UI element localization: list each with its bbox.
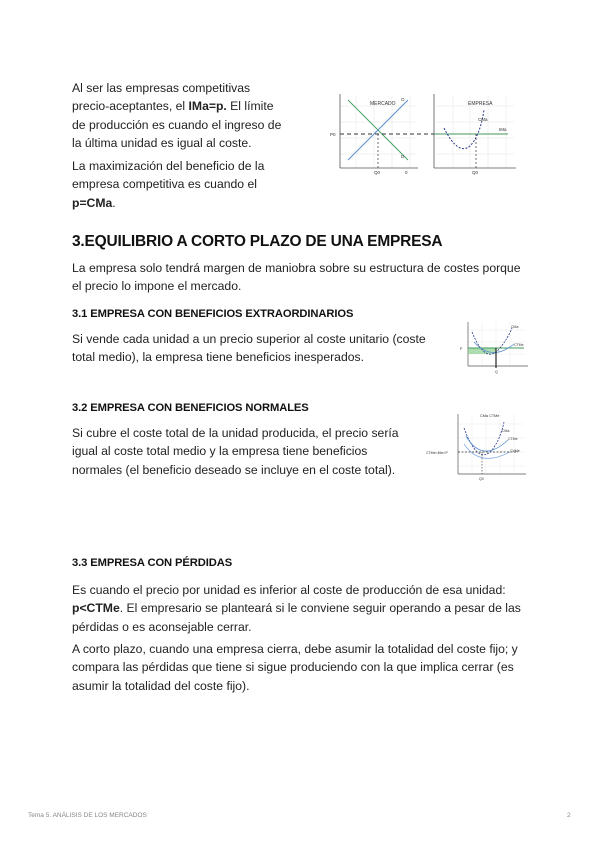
normal-label-cvme: CVMe [510, 449, 520, 453]
normal-ctme-curve [466, 436, 508, 451]
label-p0: P0 [330, 132, 336, 137]
label-o: O [401, 97, 405, 102]
section-31-text: Si vende cada unidad a un precio superior al coste unitario (coste total medio), la empresa tiene beneficios inesperados. [72, 332, 426, 365]
section-32-title: 3.2 EMPRESA CON BENEFICIOS NORMALES [72, 402, 309, 414]
extraordinary-profit-figure [456, 318, 530, 376]
normal-label-cma: CMa [502, 429, 510, 433]
section-3-text: La empresa solo tendrá margen de maniobra sobre su estructura de costes porque el precio lo impone el mercado. [72, 261, 521, 294]
intro-paragraph-1: Al ser las empresas competitivas precio-aceptantes, el IMa=p. El límite de producción es cuando el ingreso de la última unidad es igual al coste. [72, 81, 282, 150]
label-q0-market: Q0 [374, 170, 381, 175]
extra-label-ctme: CTMe [514, 343, 524, 347]
normal-label-p: CTMe=IMe=P [426, 451, 448, 455]
normal-cma-curve [464, 422, 504, 455]
section-32-text: Si cubre el coste total de la unidad producida, el precio sería igual al coste total medio y la empresa tiene beneficios normales (el beneficio deseado se incluye en el coste total). [72, 426, 399, 477]
section-33-title: 3.3 EMPRESA CON PÉRDIDAS [72, 557, 233, 569]
extra-label-p: P [460, 347, 463, 351]
page-number: 2 [567, 812, 571, 819]
section-33-paragraph-1: Es cuando el precio por unidad es inferior al coste de producción de esa unidad: p<CTMe. El empresario se planteará si le conviene seguir operando a pesar de las pérdidas o es aconsejable cerrar. [72, 583, 521, 634]
cma-curve [444, 110, 484, 149]
section-3-title: 3.EQUILIBRIO A CORTO PLAZO DE UNA EMPRESA [72, 233, 443, 250]
extra-label-q: Q [495, 370, 498, 374]
normal-label-q: Q0 [479, 477, 484, 481]
market-title: MERCADO [370, 101, 396, 107]
label-d: D [401, 154, 405, 159]
label-origin: 0 [405, 170, 408, 175]
extra-label-cma: CMa [511, 325, 519, 329]
intro-paragraph-2: La maximización del beneficio de la empresa competitiva es cuando el p=CMa. [72, 159, 265, 210]
normal-title: CMa CTMe [480, 414, 500, 418]
section-33-paragraph-2: A corto plazo, cuando una empresa cierra, debe asumir la totalidad del coste fijo; y compara las pérdidas que tiene si sigue produciendo con la que implica cerrar (es asumir la totalidad del coste fijo). [72, 642, 518, 693]
market-firm-figure [318, 88, 518, 176]
normal-profit-figure [424, 408, 530, 484]
label-cma: CMa [478, 117, 488, 122]
label-q0-firm: Q0 [472, 170, 479, 175]
footer-title: Tema 5. ANÁLISIS DE LOS MERCADOS [28, 812, 147, 819]
section-31-title: 3.1 EMPRESA CON BENEFICIOS EXTRAORDINARIOS [72, 308, 354, 320]
normal-label-ctme: CTMe [508, 437, 518, 441]
firm-title: EMPRESA [468, 101, 493, 107]
label-ima: IMa [499, 127, 507, 132]
